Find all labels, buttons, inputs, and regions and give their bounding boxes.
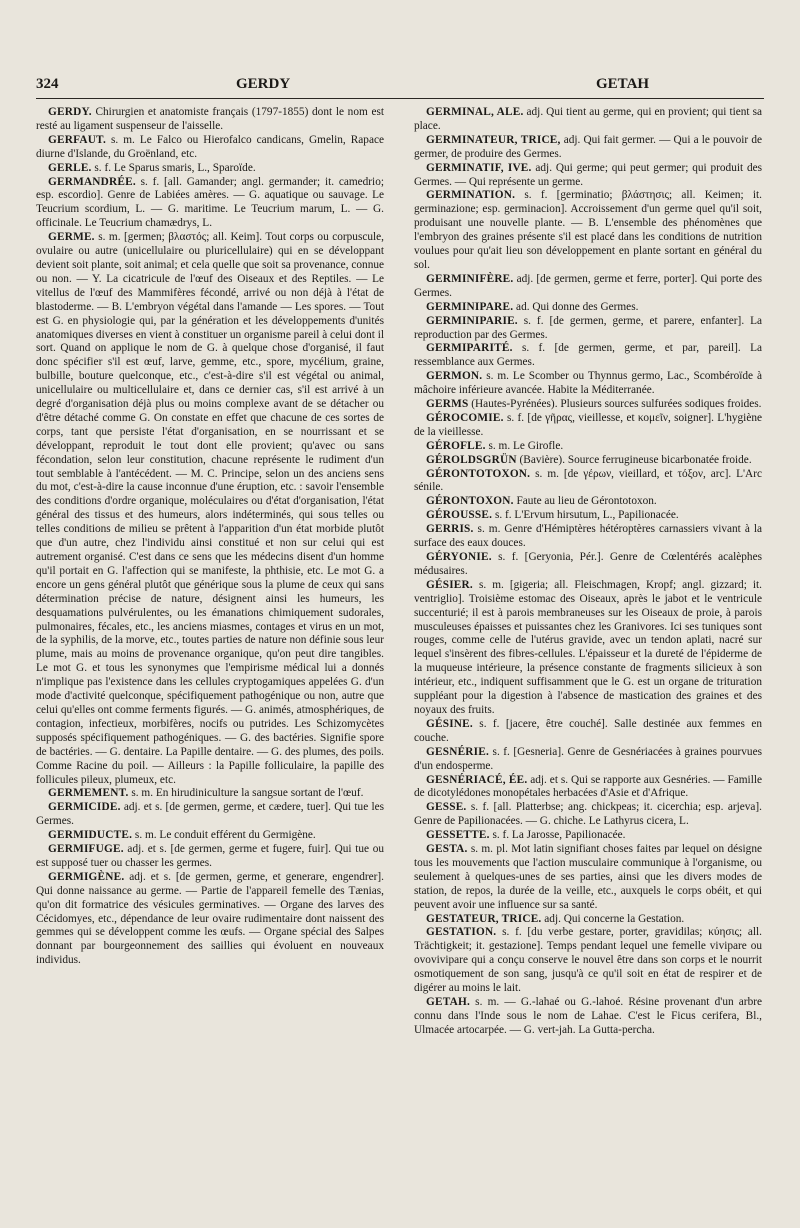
entry-definition: (Bavière). Source ferrugineuse bicarbonatée froide.: [516, 453, 752, 466]
entry-headword: GERMIDUCTE.: [48, 829, 133, 842]
entry-headword: GERMEMENT.: [48, 787, 129, 800]
dictionary-entry: [414, 162, 762, 190]
dictionary-entry: [414, 106, 762, 134]
entry-definition: s. f. [germinatio; βλάστησις; all. Keimen; it. germinazione; esp. germinacion]. Accroissement d'un germe quel qu'il soit, produisant une nouvelle plante. — B. L'ensemble des phénomènes que l'embryon des graines présente s'il est placé dans les conditions de nutrition voulues pour qu'ait lieu son développement en plante sortant en général du sol.: [414, 189, 762, 271]
entry-headword: GÉROLDSGRÜN: [426, 453, 517, 466]
dictionary-entry: [36, 134, 384, 162]
entry-headword: GESTATEUR, TRICE.: [426, 912, 542, 925]
entry-definition: adj. et s. [de germen, germe, et cædere, tuer]. Qui tue les Germes.: [36, 801, 384, 828]
entry-definition: ad. Qui donne des Germes.: [513, 300, 639, 313]
dictionary-entry: [36, 801, 384, 829]
entry-definition: s. f. [all. Platterbse; ang. chickpeas; it. cicerchia; esp. arjeva]. Genre de Papilionacées. — G. chiche. Le Lathyrus cicera, L.: [414, 801, 762, 828]
entry-headword: GERLE.: [48, 161, 92, 174]
entry-definition: s. f. [Gesneria]. Genre de Gesnériacées à graines pourvues d'un endosperme.: [414, 745, 762, 772]
entry-headword: GERMINIFÈRE.: [426, 272, 514, 285]
dictionary-entry: [36, 106, 384, 134]
running-header: [36, 76, 764, 98]
entry-definition: s. m. En hirudiniculture la sangsue sortant de l'œuf.: [128, 787, 364, 800]
entry-definition: s. m. pl. Mot latin signifiant choses faites par lequel on désigne tous les mouvements que l'action musculaire communique à l'organisme, ou seulement à quelques-unes de ses parties, ainsi que les divers modes de station, de repos, la durée de la veille, etc., auxquels le corps obéit, et qui peuvent avoir une influence sur sa santé.: [414, 843, 762, 911]
entry-headword: GESSE.: [426, 801, 467, 814]
entry-headword: GERMINATION.: [426, 189, 516, 202]
entry-headword: GERMINATEUR, TRICE,: [426, 133, 561, 146]
entry-headword: GESSETTE.: [426, 829, 490, 842]
entry-headword: GERDY.: [48, 106, 92, 118]
entry-headword: GÉRONTOTOXON.: [426, 467, 531, 480]
dictionary-entry: [36, 843, 384, 871]
entry-definition: s. m. [gigeria; all. Fleischmagen, Kropf; angl. gizzard; it. ventriglio]. Troisième estomac des Oiseaux, après le jabot et le ventricule succenturié; il est à parois membraneuses sur les Oiseaux de proie, à parois musculeuses épaisses et puissantes chez les Granivores. Ici ses tuniques sont rouges, comme celle de l'utérus gravide, avec un tendon aplati, nacré sur lequel s'insèrent des fibres-cellules. L'épaisseur et la dureté de l'épiderme de la muqueuse intérieure, la présence constante de fragments silicieux à son intérieur, etc., indiquent suffisamment que le G. est un organe de trituration suppléant pour la digestion à l'absence de mastication des graines et des noyaux des fruits.: [414, 578, 762, 716]
entry-headword: GETAH.: [426, 996, 470, 1008]
dictionary-entry: [414, 551, 762, 579]
entry-definition: s. m. [de γέρων, vieillard, et τόξον, arc]. L'Arc sénile.: [414, 467, 762, 494]
entry-headword: GERMICIDE.: [48, 801, 121, 814]
entry-definition: (Hautes-Pyrénées). Plusieurs sources sulfurées sodiques froides.: [468, 398, 762, 411]
entry-definition: adj. Qui fait germer. — Qui a le pouvoir de germer, de produire des Germes.: [414, 133, 762, 160]
dictionary-entry: [414, 509, 762, 523]
entry-definition: s. m. Genre d'Hémiptères hétéroptères carnassiers vivant à la surface des eaux douces.: [414, 523, 762, 550]
entry-definition: adj. Qui germe; qui peut germer; qui produit des Germes. — Qui représente un germe.: [414, 161, 762, 188]
entry-headword: GERMS: [426, 398, 469, 411]
entry-headword: GERMANDRÉE.: [48, 175, 136, 188]
entry-definition: adj. [de germen, germe et ferre, porter]. Qui porte des Germes.: [414, 272, 762, 299]
dictionary-entry: [414, 273, 762, 301]
entry-definition: s. f. Le Sparus smaris, L., Sparoïde.: [91, 161, 256, 174]
dictionary-entry: [414, 996, 762, 1038]
entry-headword: GÉROFLE.: [426, 439, 486, 452]
right-guide-word: GETAH: [596, 76, 650, 92]
dictionary-entry: [414, 926, 762, 996]
entry-headword: GÉRONTOXON.: [426, 495, 514, 508]
entry-definition: s. f. [du verbe gestare, porter, gravidilas; κύησις; all. Trächtigkeit; it. gestazione]. Temps pendant lequel une femelle vivipare ou ovovivipare qui a conçu conserve le nouvel être dans son corps et le nourrit osmotiquement de son sang, jusqu'à ce qu'il soit en état de respirer et de digérer au moins le lait.: [414, 926, 762, 995]
entry-definition: Faute au lieu de Gérontotoxon.: [513, 495, 657, 508]
dictionary-entry: [414, 579, 762, 718]
entry-definition: adj. et s. [de germen, germe et fugere, fuir]. Qui tue ou est supposé tuer ou chasser les germes.: [36, 843, 384, 869]
entry-definition: s. m. — G.-lahaé ou G.-lahoé. Résine provenant d'un arbre connu dans l'Inde sous le nom de Lahae. C'est le Ficus cerifera, Bl., Ulmacée artocarpée. — G. vert-jah. La Gutta-percha.: [414, 996, 762, 1036]
dictionary-entry: [414, 412, 762, 440]
dictionary-entry: [414, 398, 762, 412]
dictionary-entry: [414, 913, 762, 927]
dictionary-entry: [414, 315, 762, 343]
dictionary-entry: [36, 829, 384, 843]
dictionary-entry: [414, 718, 762, 746]
dictionary-entry: [36, 871, 384, 968]
page-number: 324: [36, 76, 59, 92]
entry-headword: GESTATION.: [426, 926, 497, 939]
dictionary-entry: [36, 231, 384, 787]
dictionary-entry: [36, 787, 384, 801]
right-column: [414, 106, 762, 1038]
entry-headword: GERMIPARITÉ.: [426, 342, 513, 355]
entry-headword: GERMINAL, ALE.: [426, 106, 524, 118]
entry-headword: GERMINIPARE.: [426, 300, 514, 313]
left-guide-word: GERDY: [236, 76, 291, 92]
entry-headword: GERMINATIF, IVE.: [426, 161, 532, 174]
entry-headword: GÉROUSSE.: [426, 509, 493, 522]
left-column: [36, 106, 384, 968]
entry-headword: GÉROCOMIE.: [426, 411, 504, 424]
dictionary-entry: [414, 370, 762, 398]
entry-headword: GÉSINE.: [426, 717, 473, 730]
entry-definition: s. f. [de γῆρας, vieillesse, et κομεῖν, soigner]. L'hygiène de la vieillesse.: [414, 411, 762, 438]
entry-definition: s. f. La Jarosse, Papilionacée.: [489, 829, 626, 842]
dictionary-entry: [414, 189, 762, 272]
dictionary-entry: [414, 301, 762, 315]
entry-definition: s. m. [germen; βλαστός; all. Keim]. Tout corps ou corpuscule, ovulaire ou autre (unicellulaire ou pluricellulaire) qui en se développant devient soit plante, soit animal; et cela quelle que soit sa provenance, connue ou non. — Y. La cicatricule de l'œuf des Oiseaux et des Reptiles. — Le vitellus de l'œuf des Mammifères fécondé, arrivé ou non déjà à l'état de blastoderme. — B. L'embryon végétal dans l'amande — Les spores. — Tout est G. en physiologie qui, par la génération et les développements d'unités anatomiques diverses en vient à constituer un organisme pareil à celui dont il sort. Quand on applique le nom de G. à quelque chose d'organisé, il faut donc spécifier s'il est œuf, larve, gemme, etc., spore, mycélium, graine, bulbille, bouture quelconque, etc., c'est-à-dire s'il est végétal ou animal, unicellulaire ou multicellulaire et, dans ce dernier cas, s'il est arrivé à un degré d'organisation déjà plus ou moins complexe avant de se détacher ou d'être détaché comme G. On constate en effet que chacune de ces sortes de corps, tant que persiste l'état d'organisation, en se nourrissant et se développant, reproduit le tout dont elle provient; qu'avec ou sans fécondation, selon leur constitution, chacune représente le rudiment d'un tout semblable à l'antécédent. — M. C. Principe, selon un des anciens sens du mot, c'est-à-dire la cause inconnue d'une éruption, etc. : savoir l'ensemble des conditions d'ordre organique, moléculaires ou d'état d'organisation, l'état général des tissus et des humeurs, alors indéterminés, qui sous telles ou telles conditions de milieu se prêtent à l'apparition d'un état morbide plutôt que d'un autre, chez l'individu ainsi constitué et non sur celui qui est autrement organisé. C'est dans ce sens que les médecins disent d'un homme qu'il portait en G. l'affection qui se manifeste, la phthisie, etc. Le mot G. a encore un gens général plutôt que générique sous la plume de ceux qui sans détermination précise de nature, désignent ainsi les humeurs, les desquamations pulvérulentes, ou les émanations chimiquement sudorales, pulmonaires, fécales, etc., les anciens miasmes, contages et virus en un mot, de la syphilis, de la morve, etc., toutes parties de nature non définie sous leur plume, mais au moins de provenance organique, qu'on peut dire tangibles. Le mot G. et tous les synonymes que l'empirisme médical lui a donnés n'implique pas l'existence dans les cellules cryptogamiques appelées G. d'un mode d'activité quelconque, spécifiquement pathogénique ou non, autre que celui qu'elles ont comme ferments figurés. — G. animés, atmosphériques, de contagion, infectieux, morbifères, nocifs ou putrides. Les Schizomycètes supposés spécifiquement pathogéniques. — G. des bactéries. Signifie spore de bactéries. — G. dentaire. La Papille dentaire. — G. des plumes, des poils. Comme Racine du poil. — Ailleurs : la Papille folliculaire, la papille des follicules pileux, plumeux, etc.: [36, 231, 385, 786]
entry-definition: adj. Qui concerne la Gestation.: [541, 912, 685, 925]
dictionary-entry: [414, 495, 762, 509]
entry-definition: s. f. [de germen, germe, et par, pareil]. La ressemblance aux Germes.: [414, 342, 762, 369]
entry-definition: s. f. [all. Gamander; angl. germander; it. camedrio; esp. escordio]. Genre de Labiées amères. — G. aquatique ou sauvage. Le Teucrium scordium, L. — G. maritime. Le Teucrium marum, L. — G. officinale. Le Teucrium chamædrys, L.: [36, 175, 384, 230]
entry-definition: s. f. [de germen, germe, et parere, enfanter]. La reproduction par des Germes.: [414, 314, 762, 341]
dictionary-entry: [414, 468, 762, 496]
dictionary-entry: [36, 162, 384, 176]
entry-definition: adj. et s. [de germen, germe, et generare, engendrer]. Qui donne naissance au germe. — Partie de l'appareil femelle des Tænias, qu'on dit formatrice des vésicules germinatives. — Organe des larves des Cécidomyes, etc., dépendance de leur ovaire rudimentaire dont naissent des gemmes qui se développent comme les œufs. — Organe spécial des Salpes donnant par bourgeonnement des saillies qui évoluent en nouveaux individus.: [36, 870, 384, 967]
entry-definition: s. f. L'Ervum hirsutum, L., Papilionacée.: [492, 509, 679, 522]
entry-headword: GESNÉRIACÉ, ÉE.: [426, 773, 528, 786]
entry-headword: GERMINIPARIE.: [426, 314, 518, 327]
dictionary-entry: [414, 523, 762, 551]
entry-definition: s. f. [Geryonia, Pér.]. Genre de Cœlentérés acalèphes médusaires.: [414, 551, 762, 577]
entry-headword: GÉRYONIE.: [426, 551, 492, 563]
dictionary-entry: [414, 440, 762, 454]
entry-headword: GESNÉRIE.: [426, 745, 490, 758]
entry-definition: adj. Qui tient au germe, qui en provient; qui tient sa place.: [414, 106, 762, 132]
entry-headword: GESTA.: [426, 843, 468, 856]
dictionary-entry: [414, 342, 762, 370]
dictionary-entry: [414, 829, 762, 843]
entry-definition: s. m. Le Girofle.: [485, 439, 564, 452]
entry-headword: GERME.: [48, 231, 95, 244]
dictionary-entry: [414, 774, 762, 802]
dictionary-entry: [36, 176, 384, 232]
dictionary-entry: [414, 134, 762, 162]
dictionary-entry: [414, 454, 762, 468]
entry-headword: GERRIS.: [426, 523, 474, 536]
dictionary-entry: [414, 843, 762, 913]
entry-definition: adj. et s. Qui se rapporte aux Gesnéries. — Famille de dicotylédones monopétales herbacées d'Asie et d'Afrique.: [414, 773, 762, 800]
entry-definition: s. m. Le Scomber ou Thynnus germo, Lac., Scombéroïde à mâchoire inférieure avancée. Habite la Méditerranée.: [414, 370, 762, 397]
entry-definition: s. m. Le Falco ou Hierofalco candicans, Gmelin, Rapace diurne d'Islande, du Groënland, etc.: [36, 133, 384, 160]
header-rule: [36, 98, 764, 99]
entry-headword: GERMON.: [426, 370, 483, 383]
dictionary-entry: [414, 746, 762, 774]
entry-definition: Chirurgien et anatomiste français (1797-1855) dont le nom est resté au ligament suspenseur de l'aisselle.: [36, 106, 384, 132]
entry-definition: s. f. [jacere, être couché]. Salle destinée aux femmes en couche.: [414, 717, 762, 744]
dictionary-entry: [414, 801, 762, 829]
entry-headword: GÉSIER.: [426, 578, 473, 591]
entry-headword: GERMIFUGE.: [48, 843, 124, 856]
entry-headword: GERMIGÈNE.: [48, 870, 125, 883]
entry-headword: GERFAUT.: [48, 133, 106, 146]
entry-definition: s. m. Le conduit efférent du Germigène.: [132, 829, 316, 842]
